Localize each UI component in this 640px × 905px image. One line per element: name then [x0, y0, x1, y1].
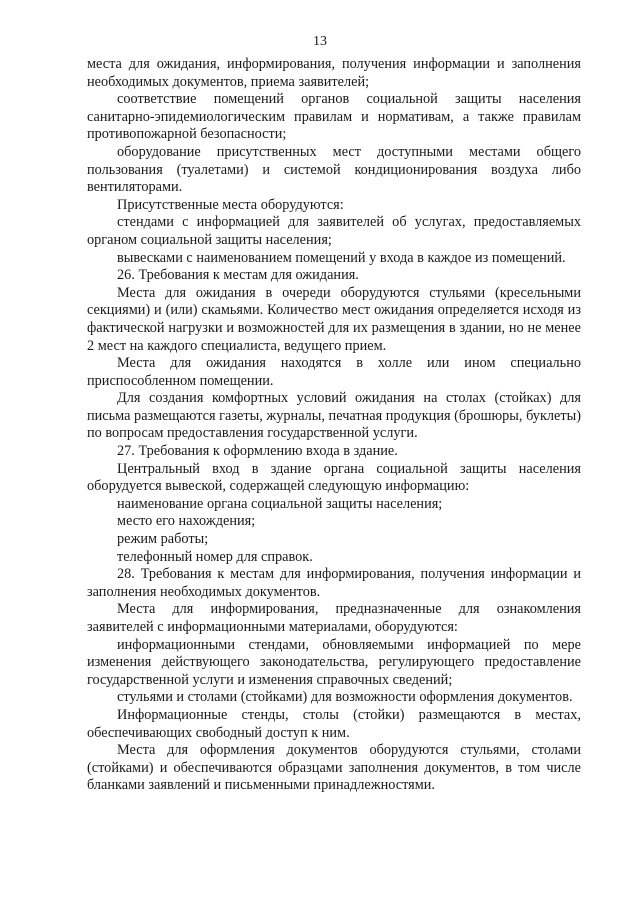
paragraph: места для ожидания, информирования, получения информации и заполнения необходимых документов, приема заявителей; — [87, 56, 581, 90]
paragraph: оборудование присутственных мест доступными местами общего пользования (туалетами) и системой кондиционирования воздуха либо вентиляторами. — [87, 143, 581, 196]
paragraph: Места для ожидания находятся в холле или ином специально приспособленном помещении. — [87, 355, 581, 389]
list-item: режим работы; — [117, 531, 209, 548]
paragraph: Места для оформления документов оборудуются стульями, столами (стойками) и обеспечиваются образцами заполнения документов, в том числе бланками заявлений и письменными принадлежностями. — [87, 742, 581, 794]
list-item: телефонный номер для справок. — [117, 548, 313, 565]
paragraph: стендами с информацией для заявителей об услугах, предоставляемых органом социальной защиты населения; — [87, 214, 581, 248]
paragraph: вывесками с наименованием помещений у входа в каждое из помещений. — [117, 249, 566, 266]
section-heading: 28. Требования к местам для информирования, получения информации и заполнения необходимых документов. — [87, 566, 581, 600]
paragraph: Присутственные места оборудуются: — [117, 196, 344, 213]
paragraph: соответствие помещений органов социальной защиты населения санитарно-эпидемиологическим правилам и нормативам, а также правилам противопожарной безопасности; — [87, 91, 581, 143]
list-item: место его нахождения; — [117, 513, 256, 530]
paragraph: Для создания комфортных условий ожидания на столах (стойках) для письма размещаются газеты, журналы, печатная продукция (брошюры, буклеты) по вопросам предоставления государственной услуги. — [87, 390, 581, 442]
list-item: стульями и столами (стойками) для возможности оформления документов. — [117, 689, 573, 706]
paragraph: Места для информирования, предназначенные для ознакомления заявителей с информационными материалами, оборудуются: — [87, 601, 581, 635]
document-body — [87, 56, 581, 795]
section-heading: 27. Требования к оформлению входа в здание. — [117, 443, 398, 460]
section-heading: 26. Требования к местам для ожидания. — [117, 267, 359, 284]
paragraph: Места для ожидания в очереди оборудуются стульями (кресельными секциями) и (или) скамьями. Количество мест ожидания определяется исходя из фактической нагрузки и возможностей для их размещения в здании, но не менее 2 мест на каждого специалиста, ведущего прием. — [87, 284, 581, 354]
list-item: наименование органа социальной защиты населения; — [117, 495, 443, 512]
list-item: информационными стендами, обновляемыми информацией по мере изменения действующего законодательства, регулирующего предоставление государственной услуги и изменения справочных сведений; — [87, 636, 581, 688]
paragraph: Центральный вход в здание органа социальной защиты населения оборудуется вывеской, содержащей следующую информацию: — [87, 460, 581, 495]
paragraph: Информационные стенды, столы (стойки) размещаются в местах, обеспечивающих свободный доступ к ним. — [87, 706, 581, 741]
page-number: 13 — [313, 34, 327, 49]
